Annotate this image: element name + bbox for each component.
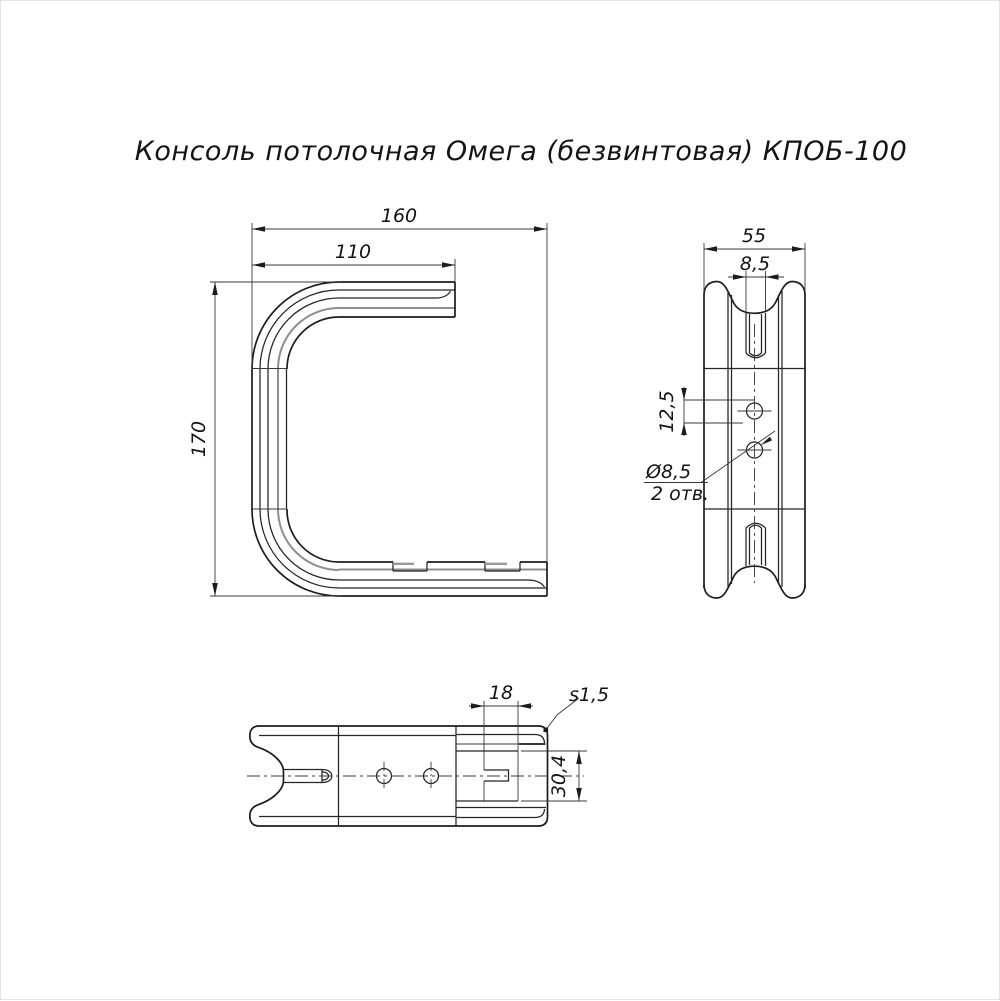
spine-tangent-lines [252, 369, 287, 510]
bottom-slot-top [746, 523, 766, 528]
lock-key-slot [484, 770, 509, 781]
hole-callout-diameter: Ø8,5 [646, 461, 692, 483]
bottom-view-inner-bottom-line [259, 809, 545, 818]
dim-text-hole-spacing: 12,5 [656, 390, 678, 433]
dim-text-slot-width: 8,5 [739, 253, 771, 275]
front-view [704, 282, 805, 599]
top-bend-inner-arc [287, 317, 339, 369]
bottom-bend-arc-2 [260, 509, 339, 588]
dim-text-profile-width: 55 [741, 225, 767, 247]
technical-drawing [1, 1, 1000, 1001]
lower-arm-inner-fold [339, 580, 545, 587]
lock-channel-lines [456, 751, 546, 808]
hole-callout-arrow [761, 437, 773, 446]
dim-text-sheet-thickness: s1,5 [569, 684, 610, 706]
front-view-dimensions [644, 225, 805, 505]
hole-callout-count: 2 отв. [651, 483, 710, 505]
dim-text-upper-arm-length: 110 [334, 241, 372, 263]
top-slot-sides [746, 313, 766, 353]
spine-fold-lines [260, 369, 268, 509]
profile-rib-lines [728, 291, 782, 587]
thickness-leader-dot [544, 728, 549, 733]
bottom-view-inner-top-line [259, 735, 545, 744]
dim-text-channel-width: 30,4 [548, 754, 570, 798]
bottom-view [247, 701, 584, 826]
dim-text-overall-height: 170 [188, 420, 210, 458]
bottom-bend-inner-arc [287, 509, 339, 562]
dim-text-lock-notch-width: 18 [488, 682, 514, 704]
bottom-view-dimensions [469, 682, 609, 801]
bottom-slot-sides [746, 528, 766, 566]
drawing-title: Консоль потолочная Омега (безвинтовая) КПОБ-100 [134, 136, 908, 167]
hole-callout-leader [701, 431, 775, 483]
top-slot-bottom [746, 353, 766, 358]
top-bend-arc-2 [260, 290, 339, 369]
ext-lines-12-5 [684, 400, 755, 423]
upper-arm-inner-fold [339, 291, 451, 298]
side-view-dimensions [188, 205, 547, 596]
top-profile-contour [704, 282, 805, 314]
dim-text-overall-length: 160 [380, 205, 418, 227]
side-view [252, 282, 547, 596]
